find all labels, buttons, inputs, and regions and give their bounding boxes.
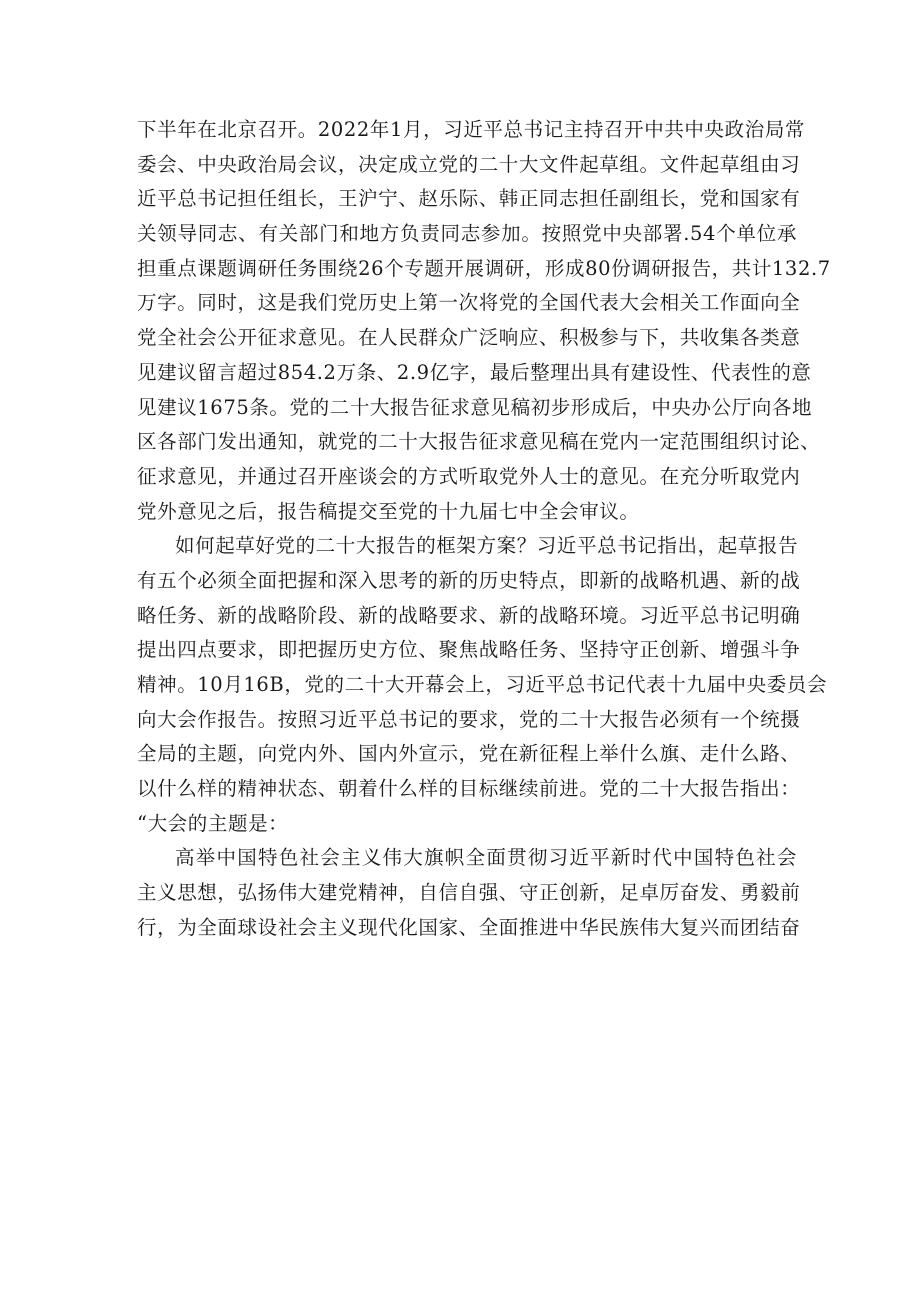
text-line: 高举中国特色社会主义伟大旗帜全面贯彻习近平新时代中国特色社会 — [175, 846, 797, 870]
text-line: 区各部门发出通知，就党的二十大报告征求意见稿在党内一定范围组织讨论、 — [137, 430, 821, 454]
text-line: 关领导同志、有关部门和地方负责同志参加。按照党中央部署.54个单位承 — [137, 222, 797, 246]
paragraph — [137, 841, 801, 945]
text-line: 万字。同时，这是我们党历史上第一次将党的全国代表大会相关工作面向全 — [137, 291, 801, 315]
paragraph — [137, 529, 828, 841]
text-line: 委会、中央政治局会议，决定成立党的二十大文件起草组。文件起草组由习 — [137, 152, 801, 176]
text-line: 担重点课题调研任务围绕26个专题开展调研，形成80份调研报告，共计132.7 — [137, 256, 831, 280]
text-line: “大会的主题是： — [137, 811, 289, 835]
text-line: 精神。10月16B，党的二十大开幕会上，习近平总书记代表十九届中央委员会 — [137, 673, 828, 696]
text-line: 行，为全面球设社会主义现代化国家、全面推进中华民族伟大复兴而团结奋 — [137, 915, 801, 939]
text-line: 征求意见，并通过召开座谈会的方式听取党外人士的意见。在充分听取党内 — [137, 464, 801, 488]
text-line: 见建议留言超过854.2万条、2.9亿字，最后整理出具有建设性、代表性的意 — [137, 360, 812, 384]
text-line: 有五个必须全面把握和深入思考的新的历史特点，即新的战略机遇、新的战 — [137, 568, 801, 592]
text-line: 见建议1675条。党的二十大报告征求意见稿初步形成后，中央办公厅向各地 — [137, 395, 813, 419]
text-line: 近平总书记担任组长，王沪宁、赵乐际、韩正同志担任副组长，党和国家有 — [137, 187, 801, 211]
text-line: 向大会作报告。按照习近平总书记的要求，党的二十大报告必须有一个统摄 — [137, 707, 801, 731]
paragraph — [137, 113, 831, 529]
text-line: 略任务、新的战略阶段、新的战略要求、新的战略环境。习近平总书记明确 — [137, 603, 801, 627]
text-line: 提出四点要求，即把握历史方位、聚焦战略任务、坚持守正创新、增强斗争 — [137, 638, 801, 662]
text-line: 如何起草好党的二十大报告的框架方案？习近平总书记指出，起草报告 — [175, 534, 799, 558]
text-line: 以什么样的精神状态、朝着什么样的目标继续前进。党的二十大报告指出： — [137, 777, 801, 801]
text-line: 党全社会公开征求意见。在人民群众广泛响应、积极参与下，共收集各类意 — [137, 326, 801, 350]
text-line: 主义思想，弘扬伟大建党精神，自信自强、守正创新，足卓厉奋发、勇毅前 — [137, 881, 801, 905]
document-body — [137, 113, 831, 946]
text-line: 下半年在北京召开。2022年1月，习近平总书记主持召开中共中央政治局常 — [137, 118, 806, 141]
text-line: 全局的主题，向党内外、国内外宣示，党在新征程上举什么旗、走什么路、 — [137, 742, 801, 766]
text-line: 党外意见之后，报告稿提交至党的十九届七中全会审议。 — [137, 499, 640, 523]
